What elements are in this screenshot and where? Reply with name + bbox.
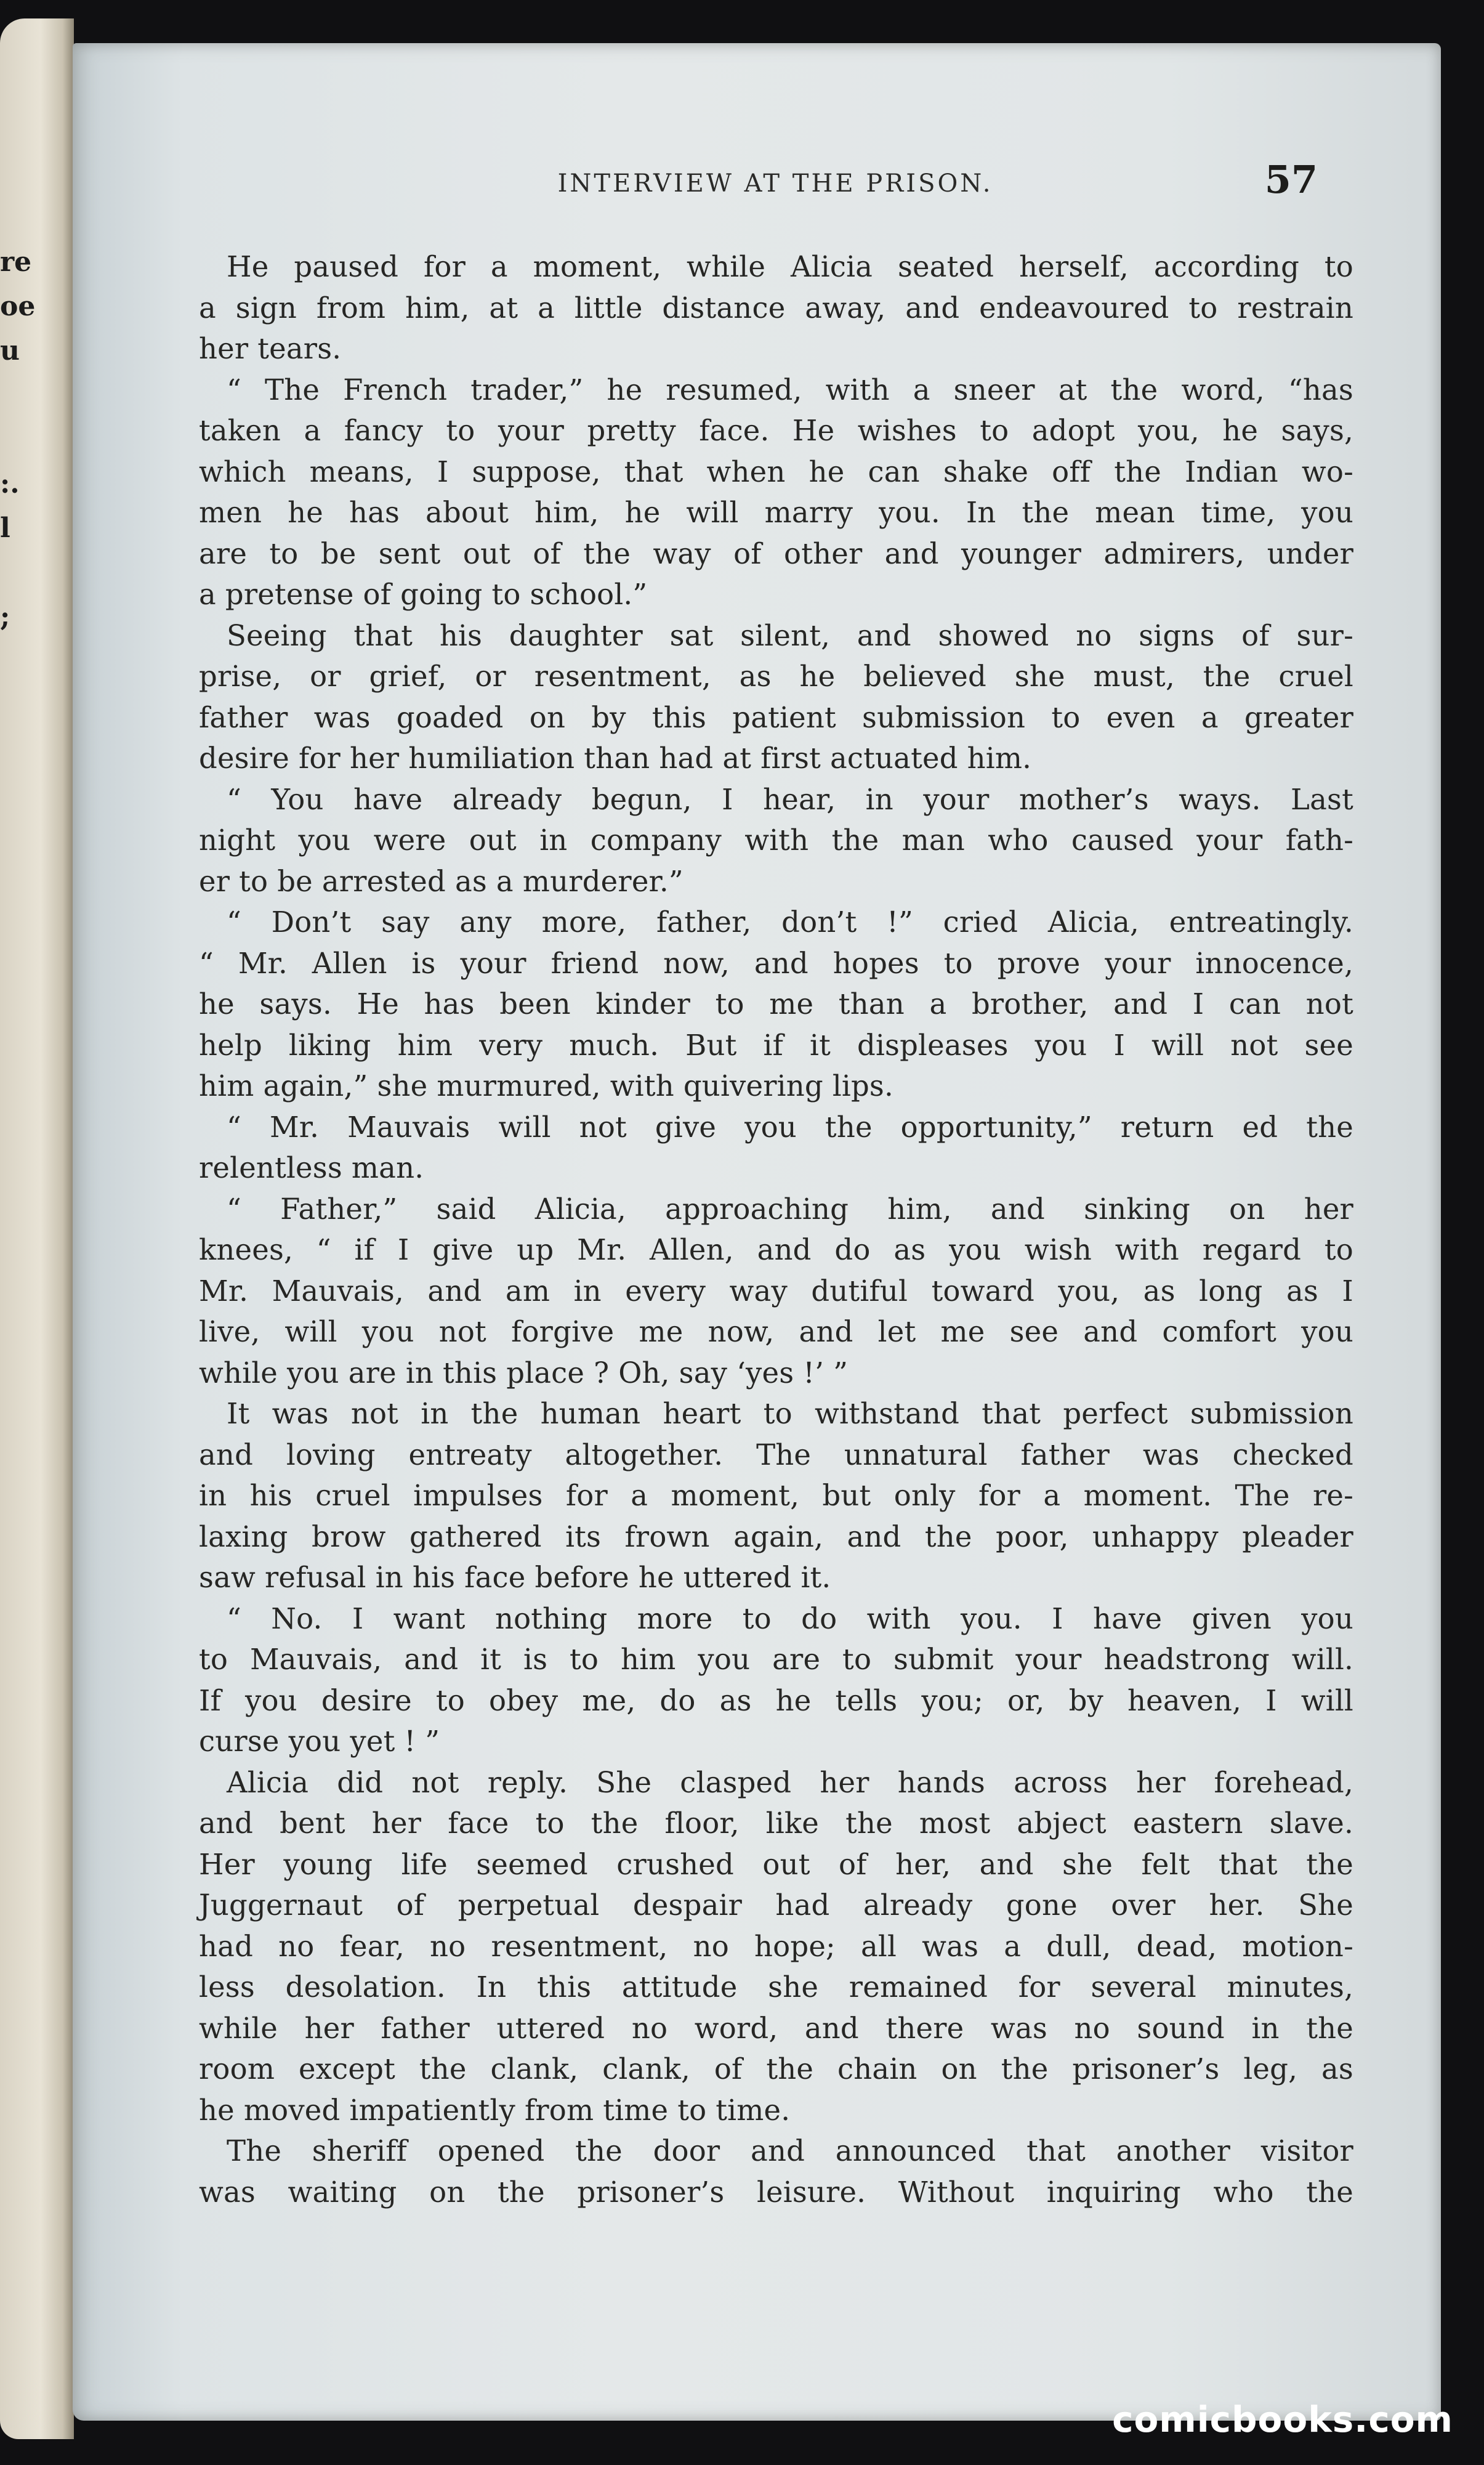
text-line: relentless man. bbox=[199, 1151, 424, 1184]
text-line: “ The French trader,” he resumed, with a sneer at the word, “has bbox=[227, 373, 1353, 407]
text-line: curse you yet ! ” bbox=[199, 1725, 440, 1758]
text-line: “ Mr. Mauvais will not give you the opportunity,” return ed the bbox=[227, 1110, 1353, 1144]
text-line: taken a fancy to your pretty face. He wishes to adopt you, he says, bbox=[199, 414, 1353, 447]
text-line: to Mauvais, and it is to him you are to submit your headstrong will. bbox=[199, 1643, 1353, 1676]
text-line: “ Mr. Allen is your friend now, and hopes to prove your innocence, bbox=[199, 946, 1353, 980]
text-line: less desolation. In this attitude she remained for several minutes, bbox=[199, 1970, 1353, 2004]
text-line: “ You have already begun, I hear, in your mother’s ways. Last bbox=[227, 782, 1353, 816]
text-line: he moved impatiently from time to time. bbox=[199, 2093, 791, 2127]
text-line: her tears. bbox=[199, 332, 342, 365]
text-line: night you were out in company with the man who caused your fath- bbox=[199, 824, 1353, 857]
text-line: knees, “ if I give up Mr. Allen, and do as you wish with regard to bbox=[199, 1233, 1353, 1266]
text-line: Her young life seemed crushed out of her, and she felt that the bbox=[199, 1847, 1353, 1881]
text-line: a sign from him, at a little distance away, and endeavoured to restrain bbox=[199, 291, 1353, 325]
previous-page-text-fragments bbox=[0, 240, 36, 639]
watermark: comicbooks.com bbox=[1112, 2398, 1453, 2440]
text-line: Juggernaut of perpetual despair had already gone over her. She bbox=[199, 1888, 1353, 1922]
text-line: while you are in this place ? Oh, say ‘yes !’ ” bbox=[199, 1356, 849, 1390]
text-line: It was not in the human heart to withstand that perfect submission bbox=[227, 1397, 1353, 1430]
book-page bbox=[73, 43, 1441, 2421]
text-line: are to be sent out of the way of other and younger admirers, under bbox=[199, 536, 1353, 570]
page-number: 57 bbox=[1264, 157, 1318, 202]
text-line: “ Don’t say any more, father, don’t !” cried Alicia, entreatingly. bbox=[227, 905, 1353, 939]
text-line: help liking him very much. But if it displeases you I will not see bbox=[199, 1028, 1353, 1062]
edge-fragment: re bbox=[0, 246, 32, 278]
text-line: was waiting on the prisoner’s leisure. Without inquiring who the bbox=[199, 2175, 1353, 2209]
text-line: him again,” she murmured, with quivering lips. bbox=[199, 1069, 893, 1103]
edge-fragment bbox=[0, 373, 25, 418]
text-line: prise, or grief, or resentment, as he believed she must, the cruel bbox=[199, 660, 1353, 693]
text-line: Seeing that his daughter sat silent, and showed no signs of sur- bbox=[227, 618, 1353, 652]
edge-fragment bbox=[0, 551, 25, 595]
text-line: live, will you not forgive me now, and let me see and comfort you bbox=[199, 1315, 1353, 1348]
text-line: “ Father,” said Alicia, approaching him, and sinking on her bbox=[227, 1192, 1353, 1226]
text-line: The sheriff opened the door and announced that another visitor bbox=[227, 2134, 1353, 2168]
text-line: he says. He has been kinder to me than a brother, and I can not bbox=[199, 987, 1353, 1021]
edge-fragment bbox=[0, 418, 25, 462]
text-line: er to be arrested as a murderer.” bbox=[199, 864, 684, 898]
text-line: and bent her face to the floor, like the most abject eastern slave. bbox=[199, 1807, 1353, 1840]
text-line: room except the clank, clank, of the chain on the prisoner’s leg, as bbox=[199, 2052, 1353, 2086]
text-line: had no fear, no resentment, no hope; all was a dull, dead, motion- bbox=[199, 1929, 1353, 1963]
text-line: “ No. I want nothing more to do with you. I have given you bbox=[227, 1601, 1353, 1635]
edge-fragment: ; bbox=[0, 601, 10, 633]
edge-fragment: u bbox=[0, 335, 20, 366]
text-line: Mr. Mauvais, and am in every way dutiful toward you, as long as I bbox=[199, 1274, 1353, 1308]
text-line: Alicia did not reply. She clasped her hands across her forehead, bbox=[227, 1765, 1353, 1799]
text-line: He paused for a moment, while Alicia seated herself, according to bbox=[227, 250, 1353, 283]
text-line: father was goaded on by this patient submission to even a greater bbox=[199, 700, 1353, 734]
text-line: saw refusal in his face before he uttered it. bbox=[199, 1561, 831, 1594]
text-line: men he has about him, he will marry you. In the mean time, you bbox=[199, 496, 1353, 529]
text-line: and loving entreaty altogether. The unnatural father was checked bbox=[199, 1438, 1353, 1471]
body-text bbox=[199, 246, 1353, 2212]
text-line: If you desire to obey me, do as he tells you; or, by heaven, I will bbox=[199, 1683, 1353, 1717]
edge-fragment: l bbox=[0, 512, 10, 544]
previous-page-edge bbox=[0, 18, 74, 2439]
edge-fragment: oe bbox=[0, 291, 36, 322]
text-line: a pretense of going to school.” bbox=[199, 578, 648, 611]
text-line: laxing brow gathered its frown again, and the poor, unhappy pleader bbox=[199, 1520, 1353, 1553]
text-line: desire for her humiliation than had at first actuated him. bbox=[199, 742, 1032, 775]
text-line: which means, I suppose, that when he can shake off the Indian wo- bbox=[199, 455, 1353, 488]
text-line: in his cruel impulses for a moment, but only for a moment. The re- bbox=[199, 1479, 1353, 1512]
running-head: INTERVIEW AT THE PRISON. bbox=[557, 169, 993, 198]
text-line: while her father uttered no word, and there was no sound in the bbox=[199, 2011, 1353, 2045]
page-header bbox=[233, 151, 1318, 219]
edge-fragment: :. bbox=[0, 468, 20, 500]
